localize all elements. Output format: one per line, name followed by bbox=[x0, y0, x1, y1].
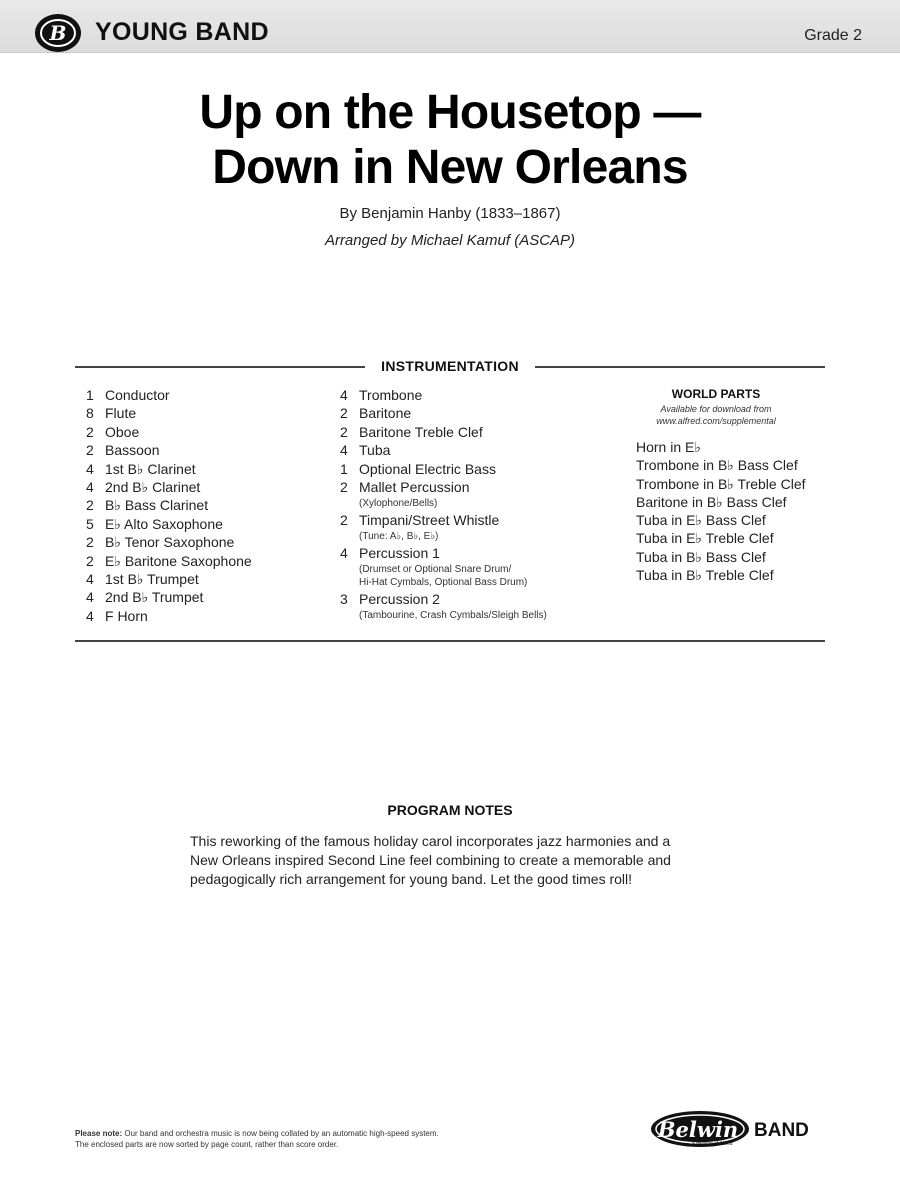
instrument-row bbox=[86, 387, 252, 405]
instrument-detail: (Tambourine, Crash Cymbals/Sleigh Bells) bbox=[359, 609, 547, 621]
instrument-row bbox=[340, 387, 547, 405]
instrument-row bbox=[86, 405, 252, 423]
instrument-row bbox=[86, 534, 252, 552]
world-parts-list bbox=[636, 439, 831, 585]
grade-label: Grade 2 bbox=[804, 27, 862, 44]
collation-note-line-1 bbox=[75, 1128, 545, 1139]
instrument-name: Oboe bbox=[105, 423, 140, 440]
instrument-entry bbox=[359, 461, 496, 477]
world-part-item: Horn in E♭ bbox=[636, 439, 701, 455]
collation-note-label: Please note: bbox=[75, 1129, 123, 1138]
instrument-quantity: 4 bbox=[340, 544, 348, 561]
instrument-entry bbox=[359, 512, 499, 545]
world-part-item: Tuba in E♭ Treble Clef bbox=[636, 530, 774, 547]
instrument-row bbox=[340, 424, 547, 442]
instrument-name: B♭ Bass Clarinet bbox=[105, 497, 209, 514]
instrument-name: Conductor bbox=[105, 387, 170, 403]
instrument-row bbox=[86, 424, 252, 442]
instrument-name: Baritone Treble Clef bbox=[359, 423, 483, 440]
instrument-name: Flute bbox=[105, 405, 137, 422]
instrument-row bbox=[86, 553, 252, 571]
instrument-column-1 bbox=[86, 387, 252, 626]
instrumentation-bottom-rule bbox=[75, 640, 825, 642]
program-notes-body bbox=[190, 832, 710, 889]
instrument-entry bbox=[359, 442, 390, 458]
instrument-quantity: 4 bbox=[86, 589, 94, 606]
world-parts-heading: WORLD PARTS bbox=[671, 387, 761, 401]
instrument-row bbox=[86, 516, 252, 534]
world-part-item: Tuba in B♭ Bass Clef bbox=[636, 548, 766, 565]
instrument-entry bbox=[359, 591, 547, 624]
instrument-detail: (Drumset or Optional Snare Drum/ Hi-Hat Cymbals, Optional Bass Drum) bbox=[359, 563, 528, 588]
instrument-row bbox=[86, 589, 252, 607]
instrument-column-2 bbox=[340, 387, 547, 624]
program-notes-heading: PROGRAM NOTES bbox=[387, 802, 513, 818]
instrument-row bbox=[340, 479, 547, 512]
instrument-quantity: 4 bbox=[86, 478, 94, 495]
instrument-quantity: 5 bbox=[86, 515, 94, 532]
world-part-item: Trombone in B♭ Treble Clef bbox=[636, 475, 806, 492]
instrument-name: B♭ Tenor Saxophone bbox=[105, 534, 235, 551]
series-name: YOUNG BAND bbox=[95, 18, 269, 46]
header-band bbox=[0, 0, 900, 53]
instrument-entry bbox=[359, 424, 483, 440]
instrument-entry bbox=[359, 405, 411, 421]
instrument-row bbox=[340, 512, 547, 545]
program-notes-line: This reworking of the famous holiday carol incorporates jazz harmonies and a bbox=[190, 833, 671, 849]
collation-note bbox=[75, 1128, 545, 1150]
instrument-row bbox=[86, 497, 252, 515]
instrument-name: E♭ Alto Saxophone bbox=[105, 515, 223, 532]
program-notes-line: New Orleans inspired Second Line feel combining to create a memorable and bbox=[190, 852, 671, 868]
instrument-quantity: 4 bbox=[86, 460, 94, 477]
instrument-row bbox=[340, 405, 547, 423]
instrument-name: Tuba bbox=[359, 442, 391, 459]
instrument-row bbox=[340, 442, 547, 460]
instrument-row bbox=[86, 479, 252, 497]
instrument-entry bbox=[359, 479, 470, 512]
instrument-row bbox=[340, 545, 547, 591]
world-part-item: Tuba in E♭ Bass Clef bbox=[636, 512, 766, 529]
instrument-entry bbox=[359, 545, 527, 591]
publisher-suffix: BAND bbox=[754, 1120, 809, 1141]
instrument-quantity: 1 bbox=[340, 460, 348, 477]
instrument-quantity: 2 bbox=[86, 552, 94, 569]
instrumentation-heading: INSTRUMENTATION bbox=[365, 358, 535, 374]
title-line-2: Down in New Orleans bbox=[212, 141, 688, 194]
instrument-quantity: 2 bbox=[86, 534, 94, 551]
world-parts-url: www.alfred.com/supplemental bbox=[656, 416, 776, 426]
world-parts-note-line: Available for download from bbox=[660, 404, 772, 414]
world-parts-panel bbox=[636, 387, 831, 585]
instrument-row bbox=[340, 591, 547, 624]
program-notes-line: pedagogically rich arrangement for young band. Let the good times roll! bbox=[190, 871, 633, 887]
instrument-name: F Horn bbox=[105, 607, 148, 624]
young-band-logo-icon bbox=[34, 12, 82, 54]
instrument-name: Percussion 1 bbox=[359, 544, 440, 561]
instrument-name: Mallet Percussion bbox=[359, 478, 470, 495]
instrument-name: Optional Electric Bass bbox=[359, 460, 496, 477]
instrument-name: 1st B♭ Trumpet bbox=[105, 570, 199, 587]
instrument-row bbox=[86, 571, 252, 589]
instrument-name: 1st B♭ Clarinet bbox=[105, 460, 196, 477]
instrument-quantity: 8 bbox=[86, 405, 94, 422]
instrument-quantity: 3 bbox=[340, 590, 348, 607]
world-part-item: Tuba in B♭ Treble Clef bbox=[636, 567, 774, 584]
instrument-entry bbox=[359, 387, 422, 403]
instrument-quantity: 4 bbox=[86, 607, 94, 624]
collation-note-text: Our band and orchestra music is now being collated by an automatic high-speed system. bbox=[122, 1129, 439, 1138]
instrument-name: 2nd B♭ Clarinet bbox=[105, 478, 201, 495]
instrument-row bbox=[86, 461, 252, 479]
instrument-quantity: 2 bbox=[340, 511, 348, 528]
instrument-quantity: 1 bbox=[86, 387, 94, 403]
instrument-name: 2nd B♭ Trumpet bbox=[105, 589, 204, 606]
instrument-quantity: 2 bbox=[340, 478, 348, 495]
instrument-quantity: 4 bbox=[340, 442, 348, 459]
collation-note-line-2: The enclosed parts are now sorted by page count, rather than score order. bbox=[75, 1140, 339, 1149]
instrument-quantity: 2 bbox=[340, 405, 348, 422]
instrument-quantity: 2 bbox=[86, 497, 94, 514]
instrument-quantity: 2 bbox=[86, 423, 94, 440]
arranger-credit: Arranged by Michael Kamuf (ASCAP) bbox=[324, 232, 576, 249]
instrument-name: Timpani/Street Whistle bbox=[359, 511, 500, 528]
publisher-name: Belwin bbox=[657, 1117, 739, 1142]
instrument-row bbox=[340, 461, 547, 479]
instrument-name: Baritone bbox=[359, 405, 412, 422]
svg-text:B: B bbox=[49, 21, 67, 45]
instrument-row bbox=[86, 442, 252, 460]
instrument-quantity: 4 bbox=[86, 570, 94, 587]
publisher-logo bbox=[650, 1110, 830, 1152]
instrument-row bbox=[86, 608, 252, 626]
instrument-detail: (Xylophone/Bells) bbox=[359, 497, 438, 509]
world-part-item: Baritone in B♭ Bass Clef bbox=[636, 493, 787, 510]
instrument-name: E♭ Baritone Saxophone bbox=[105, 552, 252, 569]
world-parts-note bbox=[636, 403, 796, 427]
publisher-division: a division of Alfred bbox=[692, 1141, 733, 1147]
world-part-item: Trombone in B♭ Bass Clef bbox=[636, 457, 798, 474]
instrument-quantity: 4 bbox=[340, 387, 348, 403]
composer-credit: By Benjamin Hanby (1833–1867) bbox=[339, 205, 561, 222]
instrument-quantity: 2 bbox=[86, 442, 94, 459]
page-title bbox=[0, 85, 900, 195]
instrument-quantity: 2 bbox=[340, 423, 348, 440]
instrument-detail: (Tune: A♭, B♭, E♭) bbox=[359, 530, 439, 542]
instrument-name: Percussion 2 bbox=[359, 590, 440, 607]
title-line-1: Up on the Housetop — bbox=[199, 86, 701, 139]
instrument-name: Bassoon bbox=[105, 442, 160, 459]
instrument-name: Trombone bbox=[359, 387, 423, 403]
